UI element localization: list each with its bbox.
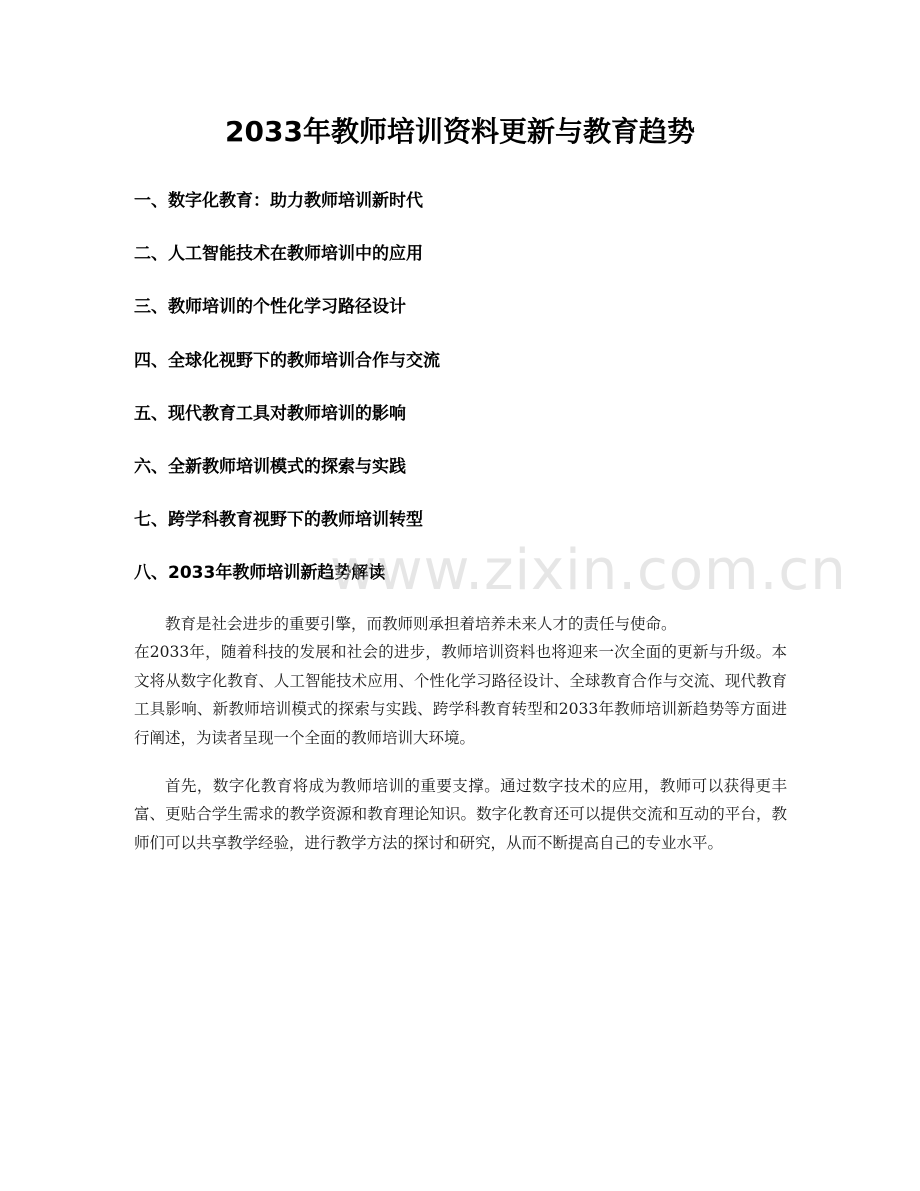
toc-item-3: 三、教师培训的个性化学习路径设计 <box>134 297 406 318</box>
paragraph-intro-first-line: 教育是社会进步的重要引擎，而教师则承担着培养未来人才的责任与使命。 <box>165 615 677 633</box>
document-title: 2033年教师培训资料更新与教育趋势 <box>225 115 695 148</box>
paragraph-digital-education: 首先，数字化教育将成为教师培训的重要支撑。通过数字技术的应用，教师可以获得更丰富、更贴合学生需求的教学资源和教育理论知识。数字化教育还可以提供交流和互动的平台，教师们可以共享教学经验，进行教学方法的探讨和研究，从而不断提高自己的专业水平。 <box>134 777 787 852</box>
paragraph-intro-rest: 在2033年，随着科技的发展和社会的进步，教师培训资料也将迎来一次全面的更新与升级。本文将从数字化教育、人工智能技术应用、个性化学习路径设计、全球教育合作与交流、现代教育工具影响、新教师培训模式的探索与实践、跨学科教育转型和2033年教师培训新趋势等方面进行阐述，为读者呈现一个全面的教师培训大环境。 <box>134 643 787 747</box>
toc-item-2: 二、人工智能技术在教师培训中的应用 <box>134 244 423 265</box>
paragraph-intro <box>134 610 787 752</box>
document-body <box>134 610 787 877</box>
toc-item-5: 五、现代教育工具对教师培训的影响 <box>134 403 406 424</box>
toc-item-7: 七、跨学科教育视野下的教师培训转型 <box>134 510 423 531</box>
toc-item-1: 一、数字化教育：助力教师培训新时代 <box>134 191 423 211</box>
toc-item-8: 八、2033年教师培训新趋势解读 <box>134 563 386 584</box>
toc-item-6: 六、全新教师培训模式的探索与实践 <box>134 456 406 477</box>
watermark: www.zixin.com.cn <box>330 538 847 603</box>
toc-item-4: 四、全球化视野下的教师培训合作与交流 <box>134 350 440 371</box>
table-of-contents <box>134 186 794 612</box>
